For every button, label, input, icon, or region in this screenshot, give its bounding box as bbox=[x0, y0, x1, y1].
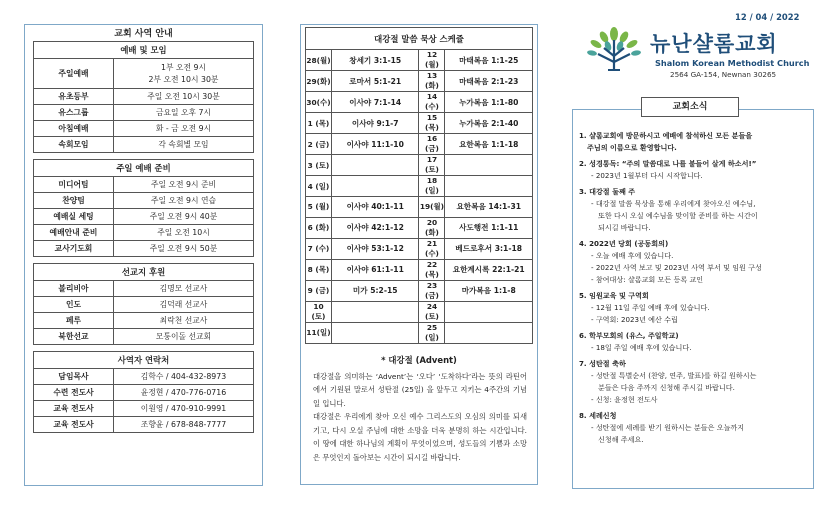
news-item bbox=[579, 238, 807, 286]
schedule-scripture bbox=[445, 322, 533, 343]
row-value: 주일 오전 10시 30분 bbox=[114, 89, 254, 105]
news-item-title: 4. 2022년 당회 (공동회의) bbox=[579, 239, 669, 248]
row-label: 교사기도회 bbox=[34, 241, 114, 257]
schedule-date: 28(월) bbox=[306, 50, 332, 71]
table-row bbox=[34, 137, 254, 153]
schedule-scripture: 이사야 40:1-11 bbox=[331, 197, 419, 218]
row-label: 수련 전도사 bbox=[34, 385, 114, 401]
news-title: 교회소식 bbox=[641, 97, 739, 117]
row-value-line: 2부 오전 10시 30분 bbox=[148, 74, 219, 84]
row-label: 예배안내 준비 bbox=[34, 225, 114, 241]
schedule-date: 18 (일) bbox=[419, 176, 445, 197]
schedule-scripture: 이사야 9:1-7 bbox=[331, 113, 419, 134]
schedule-date: 22 (목) bbox=[419, 259, 445, 280]
table-row bbox=[34, 105, 254, 121]
schedule-row bbox=[306, 259, 533, 280]
schedule-scripture bbox=[445, 155, 533, 176]
table-row bbox=[34, 281, 254, 297]
news-item-bullet: - 성탄절에 세례를 받기 원하시는 분들은 오늘까지 bbox=[591, 423, 745, 432]
schedule-scripture: 베드로후서 3:1-18 bbox=[445, 238, 533, 259]
news-item-bullet: 신청해 주세요. bbox=[598, 435, 644, 444]
schedule-row bbox=[306, 322, 533, 343]
row-label: 교육 전도사 bbox=[34, 401, 114, 417]
schedule-date: 6 (화) bbox=[306, 217, 332, 238]
missions-table bbox=[33, 263, 254, 345]
news-item-title: 3. 대강절 둘째 주 bbox=[579, 187, 636, 196]
news-item bbox=[579, 330, 807, 354]
schedule-row bbox=[306, 280, 533, 301]
schedule-date: 17 (토) bbox=[419, 155, 445, 176]
row-label: 예배실 세팅 bbox=[34, 209, 114, 225]
schedule-row bbox=[306, 92, 533, 113]
schedule-date: 21 (수) bbox=[419, 238, 445, 259]
table-row bbox=[34, 193, 254, 209]
schedule-date: 10 (토) bbox=[306, 301, 332, 322]
row-value: 김덕래 선교사 bbox=[114, 297, 254, 313]
news-item-bullet: - 18일 주일 예배 후에 있습니다. bbox=[591, 343, 692, 352]
news-item bbox=[579, 186, 807, 234]
schedule-scripture: 요한복음 1:1-18 bbox=[445, 134, 533, 155]
schedule-row bbox=[306, 176, 533, 197]
row-label: 북한선교 bbox=[34, 329, 114, 345]
row-value: 조향윤 / 678-848-7777 bbox=[114, 417, 254, 433]
schedule-scripture: 이사야 7:1-14 bbox=[331, 92, 419, 113]
schedule-row bbox=[306, 50, 533, 71]
schedule-date: 11(일) bbox=[306, 322, 332, 343]
table-row bbox=[34, 209, 254, 225]
schedule-scripture: 마태복음 1:1-25 bbox=[445, 50, 533, 71]
schedule-date: 23 (금) bbox=[419, 280, 445, 301]
news-item bbox=[579, 158, 807, 182]
table-row bbox=[34, 401, 254, 417]
schedule-date: 12 (월) bbox=[419, 50, 445, 71]
prep-head: 주일 예배 준비 bbox=[34, 160, 254, 177]
schedule-scripture bbox=[445, 176, 533, 197]
schedule-date: 8 (목) bbox=[306, 259, 332, 280]
schedule-date: 7 (수) bbox=[306, 238, 332, 259]
news-item-bullet: 분들은 다음 주까지 신청해 주시길 바랍니다. bbox=[598, 383, 735, 392]
schedule-row bbox=[306, 113, 533, 134]
schedule-scripture bbox=[331, 301, 419, 322]
row-value: 주일 오전 9시 40분 bbox=[114, 209, 254, 225]
row-label: 담임목사 bbox=[34, 369, 114, 385]
schedule-date: 13 (화) bbox=[419, 71, 445, 92]
advent-schedule-table bbox=[305, 27, 533, 344]
schedule-row bbox=[306, 238, 533, 259]
row-value: 이원영 / 470-910-9991 bbox=[114, 401, 254, 417]
schedule-date: 30(수) bbox=[306, 92, 332, 113]
church-news-panel bbox=[572, 109, 814, 489]
schedule-scripture: 미가 5:2-15 bbox=[331, 280, 419, 301]
table-row bbox=[34, 369, 254, 385]
row-value: 주일 오전 10시 bbox=[114, 225, 254, 241]
news-item-bullet: - 오늘 예배 후에 있습니다. bbox=[591, 251, 674, 260]
schedule-scripture: 요한계시록 22:1-21 bbox=[445, 259, 533, 280]
table-row bbox=[34, 59, 254, 89]
table-row bbox=[34, 241, 254, 257]
row-label: 속회모임 bbox=[34, 137, 114, 153]
schedule-scripture: 이사야 53:1-12 bbox=[331, 238, 419, 259]
row-label: 교육 전도사 bbox=[34, 417, 114, 433]
schedule-date: 9 (금) bbox=[306, 280, 332, 301]
row-label: 볼리비아 bbox=[34, 281, 114, 297]
row-label: 미디어팀 bbox=[34, 177, 114, 193]
news-item-bullet: 또한 다시 오실 예수님을 맞이할 준비를 하는 시간이 bbox=[598, 211, 758, 220]
schedule-scripture: 누가복음 2:1-40 bbox=[445, 113, 533, 134]
worship-table bbox=[33, 41, 254, 153]
news-item bbox=[579, 130, 807, 154]
news-item-bullet: - 신청: 윤정현 전도사 bbox=[591, 395, 658, 404]
staff-head: 사역자 연락처 bbox=[34, 352, 254, 369]
schedule-date: 1 (목) bbox=[306, 113, 332, 134]
table-row bbox=[34, 329, 254, 345]
news-item bbox=[579, 290, 807, 326]
news-item-title: 5. 임원교육 및 구역회 bbox=[579, 291, 649, 300]
schedule-row bbox=[306, 197, 533, 218]
bulletin-date: 12 / 04 / 2022 bbox=[735, 12, 800, 22]
table-row bbox=[34, 225, 254, 241]
schedule-scripture: 로마서 5:1-21 bbox=[331, 71, 419, 92]
schedule-date: 4 (일) bbox=[306, 176, 332, 197]
row-label: 유초등부 bbox=[34, 89, 114, 105]
news-item-bullet: - 2023년 1월부터 다시 시작합니다. bbox=[591, 171, 703, 180]
schedule-date: 3 (토) bbox=[306, 155, 332, 176]
schedule-date: 16 (금) bbox=[419, 134, 445, 155]
row-label: 유스그룹 bbox=[34, 105, 114, 121]
advent-title: * 대강절 (Advent) bbox=[381, 354, 457, 365]
schedule-row bbox=[306, 217, 533, 238]
advent-paragraph: 대강절을 의미하는 ‘Advent’는 ‘오다’ ‘도착하다’라는 뜻의 라틴어에서 기원된 말로서 성탄절 (25일) 을 앞두고 지키는 4주간의 기념일 입니다. bbox=[313, 371, 527, 408]
advent-schedule-panel bbox=[300, 24, 538, 485]
row-label: 인도 bbox=[34, 297, 114, 313]
church-name-english: Shalom Korean Methodist Church bbox=[655, 58, 810, 68]
table-row bbox=[34, 313, 254, 329]
schedule-scripture: 마태복음 2:1-23 bbox=[445, 71, 533, 92]
news-item-bullet: - 2022년 사역 보고 및 2023년 사역 부서 및 임원 구성 bbox=[591, 263, 762, 272]
table-row bbox=[34, 177, 254, 193]
table-row bbox=[34, 89, 254, 105]
schedule-date: 25 (일) bbox=[419, 322, 445, 343]
schedule-date: 14 (수) bbox=[419, 92, 445, 113]
news-item-bullet: - 구역회: 2023년 예산 수립 bbox=[591, 315, 678, 324]
worship-head: 예배 및 모임 bbox=[34, 42, 254, 59]
row-value: 각 속회별 모임 bbox=[114, 137, 254, 153]
row-label: 주일예배 bbox=[34, 59, 114, 89]
row-value: 최락천 선교사 bbox=[114, 313, 254, 329]
schedule-date: 20 (화) bbox=[419, 217, 445, 238]
staff-table bbox=[33, 351, 254, 433]
church-address: 2564 GA-154, Newnan 30265 bbox=[670, 70, 777, 79]
schedule-date: 19(월) bbox=[419, 197, 445, 218]
church-name: 뉴난샬롬교회 bbox=[650, 32, 778, 56]
schedule-row bbox=[306, 71, 533, 92]
news-item-title: 8. 세례신청 bbox=[579, 411, 617, 420]
row-value: 주일 오전 9시 연습 bbox=[114, 193, 254, 209]
schedule-scripture: 이사야 61:1-11 bbox=[331, 259, 419, 280]
church-tree-logo-icon bbox=[584, 26, 644, 74]
news-item-bullet: - 참여대상: 샬롬교회 모든 등록 교인 bbox=[591, 275, 704, 284]
table-row bbox=[34, 417, 254, 433]
schedule-date: 29(화) bbox=[306, 71, 332, 92]
news-item bbox=[579, 358, 807, 406]
schedule-scripture: 마가복음 1:1-8 bbox=[445, 280, 533, 301]
schedule-scripture: 이사야 11:1-10 bbox=[331, 134, 419, 155]
news-item bbox=[579, 410, 807, 446]
row-label: 찬양팀 bbox=[34, 193, 114, 209]
schedule-scripture: 창세기 3:1-15 bbox=[331, 50, 419, 71]
news-item-bullet: 되시길 바랍니다. bbox=[598, 223, 651, 232]
schedule-date: 5 (월) bbox=[306, 197, 332, 218]
schedule-scripture: 요한복음 14:1-31 bbox=[445, 197, 533, 218]
table-row bbox=[34, 121, 254, 137]
schedule-date: 15 (목) bbox=[419, 113, 445, 134]
schedule-row bbox=[306, 134, 533, 155]
row-value: 김명모 선교사 bbox=[114, 281, 254, 297]
news-item-bullet: - 12월 11일 주일 예배 후에 있습니다. bbox=[591, 303, 710, 312]
news-list bbox=[579, 130, 807, 446]
schedule-scripture: 이사야 42:1-12 bbox=[331, 217, 419, 238]
table-row bbox=[34, 385, 254, 401]
schedule-row bbox=[306, 155, 533, 176]
news-item-title: 1. 샬롬교회에 방문하시고 예배에 참석하신 모든 분들을 bbox=[579, 131, 753, 140]
row-value: 금요일 오후 7시 bbox=[114, 105, 254, 121]
schedule-scripture bbox=[331, 322, 419, 343]
news-item-title: 6. 학부모회의 (유스, 주일학교) bbox=[579, 331, 679, 340]
row-value-line: 1부 오전 9시 bbox=[160, 62, 206, 72]
prep-table bbox=[33, 159, 254, 257]
row-value: 김학수 / 404-432-8973 bbox=[114, 369, 254, 385]
ministry-info-title: 교회 사역 안내 bbox=[114, 29, 173, 39]
schedule-title: 대강절 말씀 묵상 스케쥴 bbox=[306, 28, 533, 50]
missions-head: 선교지 후원 bbox=[34, 264, 254, 281]
schedule-date: 2 (금) bbox=[306, 134, 332, 155]
schedule-scripture: 사도행전 1:1-11 bbox=[445, 217, 533, 238]
news-item-title: 7. 성탄절 축하 bbox=[579, 359, 626, 368]
news-item-bullet: - 대강절 말씀 묵상을 통해 우리에게 찾아오신 예수님, bbox=[591, 199, 756, 208]
table-row bbox=[34, 297, 254, 313]
row-label: 아침예배 bbox=[34, 121, 114, 137]
schedule-row bbox=[306, 301, 533, 322]
schedule-scripture: 누가복음 1:1-80 bbox=[445, 92, 533, 113]
row-value: 윤정현 / 470-776-0716 bbox=[114, 385, 254, 401]
row-value: 화 - 금 오전 9시 bbox=[114, 121, 254, 137]
schedule-scripture bbox=[331, 155, 419, 176]
row-value: 주일 오전 9시 준비 bbox=[114, 177, 254, 193]
news-item-title-cont: 주님의 이름으로 환영합니다. bbox=[587, 143, 677, 152]
schedule-scripture bbox=[445, 301, 533, 322]
row-label: 페루 bbox=[34, 313, 114, 329]
row-value: 모퉁이돌 선교회 bbox=[114, 329, 254, 345]
ministry-info-panel bbox=[24, 24, 263, 486]
news-item-bullet: - 성탄절 특별순서 (찬양, 연주, 발표)를 하길 원하시는 bbox=[591, 371, 757, 380]
news-item-title: 2. 성경통독: “주의 말씀대로 나를 붙들어 살게 하소서!” bbox=[579, 159, 757, 168]
row-value: 주일 오전 9시 50분 bbox=[114, 241, 254, 257]
advent-paragraph: 대강절은 우리에게 찾아 오신 예수 그리스도의 오심의 의미를 되새기고, 다시 오실 주님에 대한 소망을 더욱 분명히 하는 시간입니다. 이 땅에 대한 하나님의 계획이 무엇이었으며, 성도들의 기쁨과 소망은 무엇인지 돌아보는 시간이 되시길 바랍니다. bbox=[313, 412, 527, 462]
row-value bbox=[114, 59, 254, 89]
schedule-date: 24 (토) bbox=[419, 301, 445, 322]
schedule-scripture bbox=[331, 176, 419, 197]
